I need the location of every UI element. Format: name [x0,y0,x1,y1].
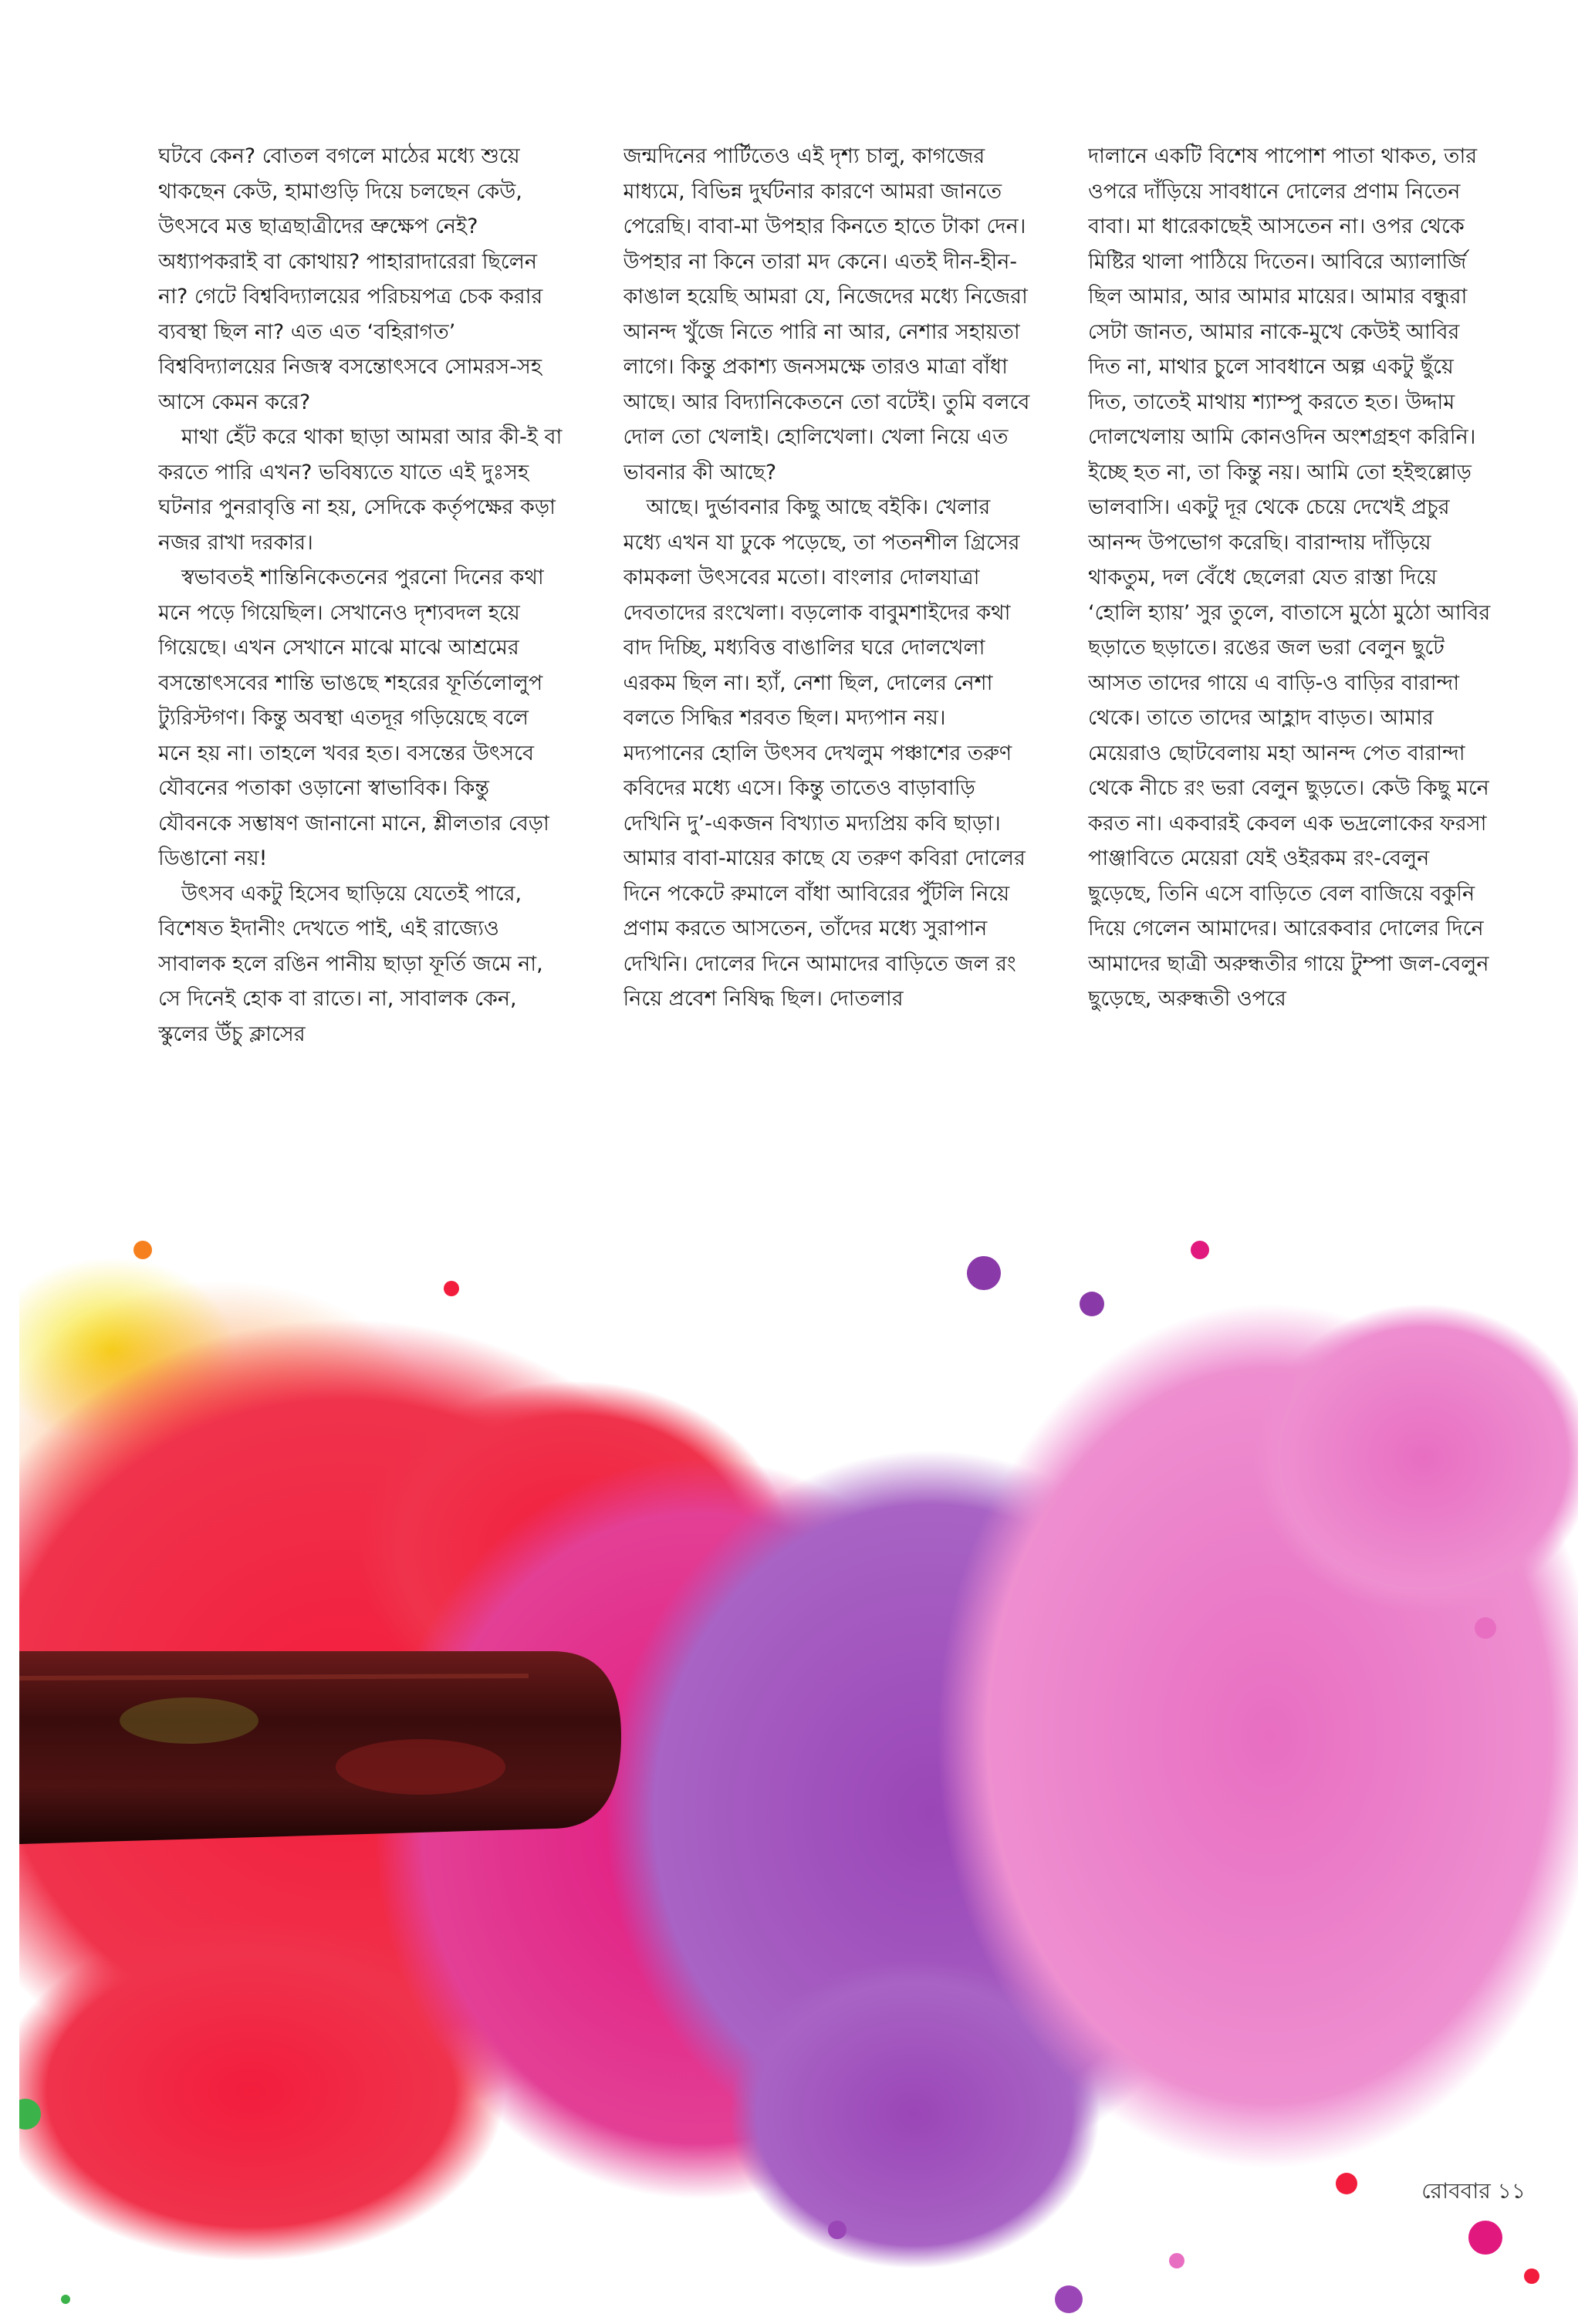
paragraph: স্বভাবতই শান্তিনিকেতনের পুরনো দিনের কথা মনে পড়ে গিয়েছিল। সেখানেও দৃশ্যবদল হয়ে গিয়েছে। এখন সেখানে মাঝে মাঝে আশ্রমের বসন্তোৎসবের শান্তি ভাঙছে শহরের ফূর্তিলোলুপ ট্যুরিস্টগণ। কিন্তু অবস্থা এতদূর গড়িয়েছে বলে মনে হয় না। তাহলে খবর হত। বসন্তের উৎসবে যৌবনের পতাকা ওড়ানো স্বাভাবিক। কিন্তু যৌবনকে সম্ভাষণ জানানো মানে, শ্লীলতার বেড়া ডিঙানো নয়! [158,566,549,870]
article-column-2 [623,139,1032,1196]
paragraph: জন্মদিনের পার্টিতেও এই দৃশ্য চালু, কাগজের মাধ্যমে, বিভিন্ন দুর্ঘটনার কারণে আমরা জানতে পেরেছি। বাবা-মা উপহার কিনতে হাতে টাকা দেন। উপহার না কিনে তারা মদ কেনে। এতই দীন-হীন-কাঙাল হয়েছি আমরা যে, নিজেদের মধ্যে নিজেরা আনন্দ খুঁজে নিতে পারি না আর, নেশার সহায়তা লাগে। কিন্তু প্রকাশ্য জনসমক্ষে তারও মাত্রা বাঁধা আছে। আর বিদ্যানিকেতনে তো বটেই। তুমি বলবে দোল তো খেলাই। হোলিখেলা। খেলা নিয়ে এত ভাবনার কী আছে? [623,144,1030,485]
paragraph: দালানে একটি বিশেষ পাপোশ পাতা থাকত, তার ওপরে দাঁড়িয়ে সাবধানে দোলের প্রণাম নিতেন বাবা। মা ধারেকাছেই আসতেন না। ওপর থেকে মিষ্টির থালা পাঠিয়ে দিতেন। আবিরে অ্যালার্জি ছিল আমার, আর আমার মায়ের। আমার বন্ধুরা সেটা জানত, আমার নাকে-মুখে কেউই আবির দিত না, মাথার চুলে সাবধানে অল্প একটু ছুঁয়ে দিত, তাতেই মাথায় শ্যাম্পু করতে হত। উদ্দাম দোলখেলায় আমি কোনওদিন অংশগ্রহণ করিনি। ইচ্ছে হত না, তা কিন্তু নয়। আমি তো হইহুল্লোড় ভালবাসি। একটু দূর থেকে চেয়ে দেখেই প্রচুর আনন্দ উপভোগ করেছি। বারান্দায় দাঁড়িয়ে থাকতুম, দল বেঁধে ছেলেরা যেত রাস্তা দিয়ে ‘হোলি হ্যায়’ সুর তুলে, বাতাসে মুঠো মুঠো আবির ছড়াতে ছড়াতে। রঙের জল ভরা বেলুন ছুটে আসত তাদের গায়ে এ বাড়ি-ও বাড়ির বারান্দা থেকে। তাতে তাদের আহ্লাদ বাড়ত। আমার মেয়েরাও ছোটবেলায় মহা আনন্দ পেত বারান্দা থেকে নীচে রং ভরা বেলুন ছুড়তে। কেউ কিছু মনে করত না। একবারই কেবল এক ভদ্রলোকের ফরসা পাঞ্জাবিতে মেয়েরা যেই ওইরকম রং-বেলুন ছুড়েছে, তিনি এসে বাড়িতে বেল বাজিয়ে বকুনি দিয়ে গেলেন আমাদের। আরেকবার দোলের দিনে আমাদের ছাত্রী অরুন্ধতীর গায়ে টুম্পা জল-বেলুন ছুড়েছে, অরুন্ধতী ওপরে [1088,144,1491,1011]
holi-color-splash-artwork [19,1227,1578,2322]
paragraph: উৎসব একটু হিসেব ছাড়িয়ে যেতেই পারে, বিশেষত ইদানীং দেখতে পাই, এই রাজ্যেও সাবালক হলে রঙিন পানীয় ছাড়া ফূর্তি জমে না, সে দিনেই হোক বা রাতে। না, সাবালক কেন, স্কুলের উঁচু ক্লাসের [158,881,543,1046]
color-splash-svg [19,1227,1578,2322]
paragraph: মাথা হেঁট করে থাকা ছাড়া আমরা আর কী-ই বা করতে পারি এখন? ভবিষ্যতে যাতে এই দুঃসহ ঘটনার পুনরাবৃত্তি না হয়, সেদিকে কর্তৃপক্ষের কড়া নজর রাখা দরকার। [158,425,563,555]
article-column-3 [1088,139,1497,1196]
page-folio: রোববার ১১ [1421,2178,1526,2204]
article-columns [158,139,1497,1196]
article-column-1 [158,139,567,1196]
paragraph: আছে। দুর্ভাবনার কিছু আছে বইকি। খেলার মধ্যে এখন যা ঢুকে পড়েছে, তা পতনশীল গ্রিসের কামকলা উৎসবের মতো। বাংলার দোলযাত্রা দেবতাদের রংখেলা। বড়লোক বাবুমশাইদের কথা বাদ দিচ্ছি, মধ্যবিত্ত বাঙালির ঘরে দোলখেলা এরকম ছিল না। হ্যাঁ, নেশা ছিল, দোলের নেশা বলতে সিদ্ধির শরবত ছিল। মদ্যপান নয়। মদ্যপানের হোলি উৎসব দেখলুম পঞ্চাশের তরুণ কবিদের মধ্যে এসে। কিন্তু তাতেও বাড়াবাড়ি দেখিনি দু’-একজন বিখ্যাত মদ্যপ্রিয় কবি ছাড়া। আমার বাবা-মায়ের কাছে যে তরুণ কবিরা দোলের দিনে পকেটে রুমালে বাঁধা আবিরের পুঁটলি নিয়ে প্রণাম করতে আসতেন, তাঁদের মধ্যে সুরাপান দেখিনি। দোলের দিনে আমাদের বাড়িতে জল রং নিয়ে প্রবেশ নিষিদ্ধ ছিল। দোতলার [623,495,1026,1011]
paragraph: ঘটবে কেন? বোতল বগলে মাঠের মধ্যে শুয়ে থাকছেন কেউ, হামাগুড়ি দিয়ে চলছেন কেউ, উৎসবে মত্ত ছাত্রছাত্রীদের ভ্রুক্ষেপ নেই? অধ্যাপকরাই বা কোথায়? পাহারাদারেরা ছিলেন না? গেটে বিশ্ববিদ্যালয়ের পরিচয়পত্র চেক করার ব্যবস্থা ছিল না? এত এত ‘বহিরাগত’ বিশ্ববিদ্যালয়ের নিজস্ব বসন্তোৎসবে সোমরস-সহ আসে কেমন করে? [158,144,543,414]
